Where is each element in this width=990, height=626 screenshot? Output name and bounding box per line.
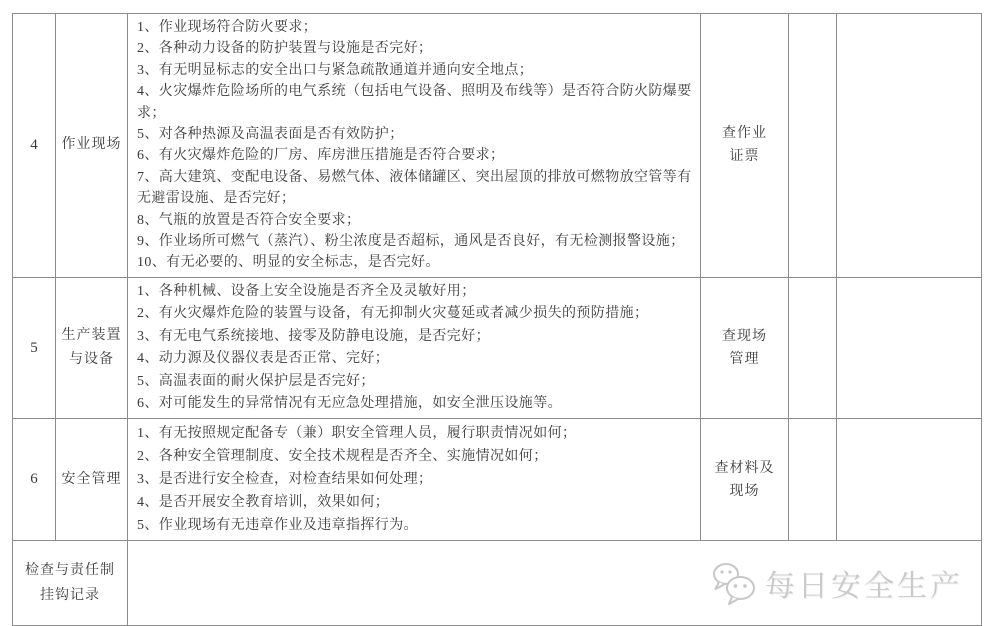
checklist-items-cell <box>128 419 701 541</box>
check-method-line: 查作业 <box>722 126 767 142</box>
check-method-cell <box>701 14 789 278</box>
checklist-item: 1、作业现场符合防火要求； <box>137 20 318 35</box>
checklist-item: 6、对可能发生的异常情况有无应急处理措施，如安全泄压设施等。 <box>137 395 562 411</box>
watermark <box>128 541 963 625</box>
table-row <box>13 419 982 541</box>
table-row <box>13 14 982 278</box>
checklist-items-cell <box>128 14 701 278</box>
checklist-item: 5、作业现场有无违章作业及违章指挥行为。 <box>137 518 418 534</box>
category-cell <box>56 14 128 278</box>
empty-remark-cell <box>837 277 982 418</box>
empty-remark-cell <box>837 14 982 278</box>
checklist-item: 10、有无必要的、明显的安全标志，是否完好。 <box>137 255 440 271</box>
category-label: 与设备 <box>69 352 114 368</box>
checklist-item: 4、火灾爆炸危险场所的电气系统（包括电气设备、照明及布线等）是否符合防火防爆要求； <box>137 84 692 121</box>
checklist-item: 2、各种安全管理制度、安全技术规程是否齐全、实施情况如何； <box>137 449 548 465</box>
checklist-item: 9、作业场所可燃气（蒸汽）、粉尘浓度是否超标，通风是否良好，有无检测报警设施； <box>137 234 685 250</box>
empty-result-cell <box>789 277 837 418</box>
checklist-item: 3、是否进行安全检查，对检查结果如何处理； <box>137 472 433 488</box>
row-number: 5 <box>13 277 56 418</box>
category-cell <box>56 419 128 541</box>
inspection-table <box>12 13 982 626</box>
checklist-item: 5、高温表面的耐火保护层是否完好； <box>137 373 375 389</box>
check-method-line: 管理 <box>729 352 760 368</box>
checklist-item: 3、有无电气系统接地、接零及防静电设施，是否完好； <box>137 328 490 344</box>
checklist-items-cell <box>128 277 701 418</box>
checklist-item: 6、有火灾爆炸危险的厂房、库房泄压措施是否符合要求； <box>137 148 505 164</box>
check-method-line: 查现场 <box>722 329 767 345</box>
row-number: 4 <box>13 14 56 278</box>
check-method-line: 现场 <box>729 483 760 499</box>
category-label: 作业现场 <box>61 137 122 153</box>
footer-label-line: 挂钩记录 <box>40 588 100 604</box>
category-label: 安全管理 <box>61 471 122 487</box>
watermark-text: 每日安全生产 <box>765 570 963 604</box>
checklist-item: 4、动力源及仪器仪表是否正常、完好； <box>137 351 390 367</box>
empty-result-cell <box>789 14 837 278</box>
empty-result-cell <box>789 419 837 541</box>
checklist-item: 1、有无按照规定配备专（兼）职安全管理人员，履行职责情况如何； <box>137 426 577 442</box>
table-footer-row <box>13 541 982 626</box>
table-row <box>13 277 982 418</box>
checklist-item: 4、是否开展安全教育培训，效果如何； <box>137 495 390 511</box>
check-method-cell <box>701 277 789 418</box>
footer-label-cell <box>13 541 128 626</box>
checklist-item: 3、有无明显标志的安全出口与紧急疏散通道并通向安全地点； <box>137 62 534 78</box>
row-number: 6 <box>13 419 56 541</box>
checklist-item: 8、气瓶的放置是否符合安全要求； <box>137 212 361 228</box>
category-label: 生产装置 <box>61 328 122 344</box>
check-method-line: 证票 <box>729 149 760 165</box>
checklist-item: 5、对各种热源及高温表面是否有效防护； <box>137 127 404 143</box>
category-cell <box>56 277 128 418</box>
check-method-cell <box>701 419 789 541</box>
footer-content-cell <box>128 541 982 626</box>
checklist-item: 2、有火灾爆炸危险的装置与设备，有无抑制火灾蔓延或者减少损失的预防措施； <box>137 306 649 322</box>
checklist-item: 2、各种动力设备的防护装置与设施是否完好； <box>137 41 433 57</box>
checklist-item: 7、高大建筑、变配电设备、易燃气体、液体储罐区、突出屋顶的排放可燃物放空管等有无避雷设施、是否完好； <box>137 169 692 207</box>
checklist-item: 1、各种机械、设备上安全设施是否齐全及灵敏好用； <box>137 283 476 299</box>
wechat-icon <box>711 561 757 605</box>
empty-remark-cell <box>837 419 982 541</box>
check-method-line: 查材料及 <box>714 460 775 476</box>
footer-label-line: 检查与责任制 <box>25 563 115 579</box>
